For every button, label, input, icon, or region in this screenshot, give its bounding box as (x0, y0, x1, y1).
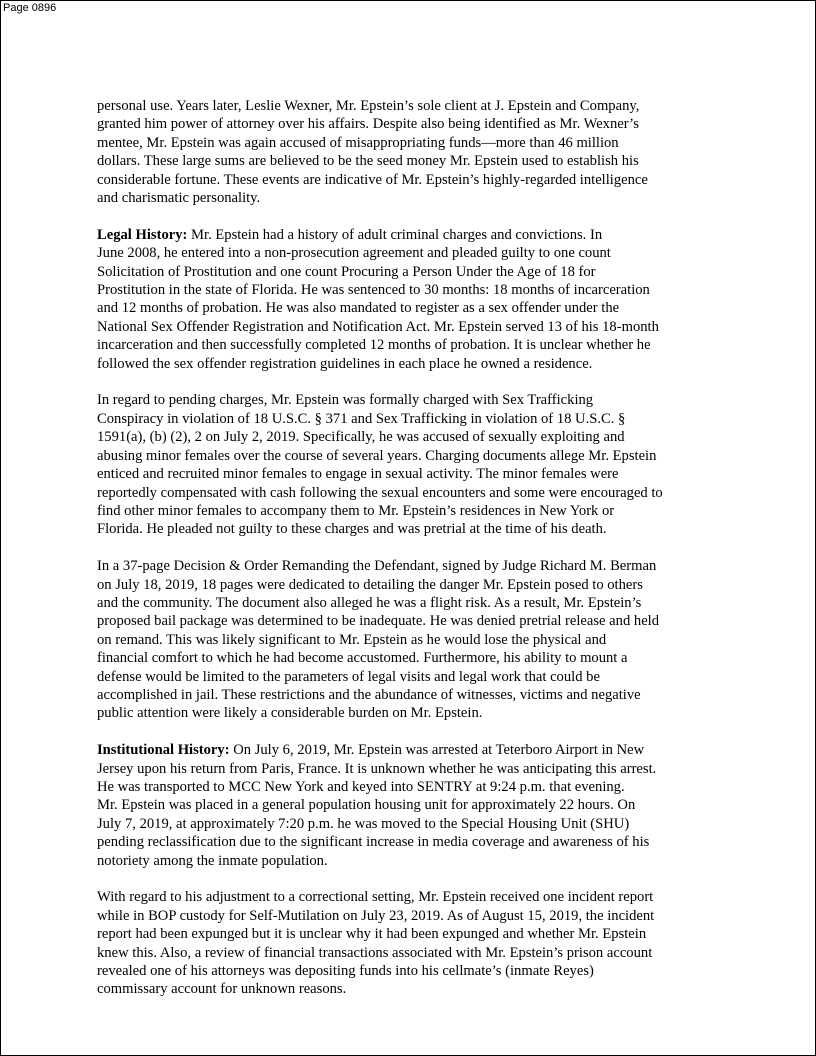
paragraph-pending-charges (97, 391, 725, 538)
section-heading-legal-history: Legal History: (97, 226, 188, 243)
paragraph-adjustment (97, 888, 725, 998)
paragraph-text: In a 37-page Decision & Order Remanding the Defendant, signed by Judge Richard M. Berman on July 18, 2019, 18 pages were dedicated to detailing the danger Mr. Epstein posed to others and the community. The document also alleged he was a flight risk. As a result, Mr. Epstein’s proposed bail package was determined to be inadequate. He was denied pretrial release and held on remand. This was likely significant to Mr. Epstein as he would lose the physical and financial comfort to which he had become accustomed. Furthermore, his ability to mount a defense would be limited to the parameters of legal visits and legal work that could be accomplished in jail. These restrictions and the abundance of witnesses, victims and negative public attention were likely a considerable burden on Mr. Epstein. (97, 558, 660, 722)
paragraph-text: Mr. Epstein had a history of adult criminal charges and convictions. In June 2008, he entered into a non-prosecution agreement and pleaded guilty to one count Solicitation of Prostitution and one count Procuring a Person Under the Age of 18 for Prostitution in the state of Florida. He was sentenced to 30 months: 18 months of incarceration and 12 months of probation. He was also mandated to register as a sex offender under the National Sex Offender Registration and Notification Act. Mr. Epstein served 13 of his 18-month incarceration and then successfully completed 12 months of probation. It is unclear whether he followed the sex offender registration guidelines in each place he owned a residence. (97, 226, 659, 372)
paragraph-institutional-history (97, 741, 725, 870)
page-number-label: Page 0896 (3, 2, 57, 14)
paragraph-text: With regard to his adjustment to a correctional setting, Mr. Epstein received one incident report while in BOP custody for Self-Mutilation on July 23, 2019. As of August 15, 2019, the incident report had been expunged but it is unclear why it had been expunged and whether Mr. Epstein knew this. Also, a review of financial transactions associated with Mr. Epstein’s prison account revealed one of his attorneys was depositing funds into his cellmate’s (inmate Reyes) commissary account for unknown reasons. (97, 889, 655, 998)
section-heading-institutional-history: Institutional History: (97, 742, 230, 759)
paragraph-background (97, 97, 725, 207)
paragraph-text: On July 6, 2019, Mr. Epstein was arrested at Teterboro Airport in New Jersey upon his return from Paris, France. It is unknown whether he was anticipating this arrest. He was transported to MCC New York and keyed into SENTRY at 9:24 p.m. that evening. Mr. Epstein was placed in a general population housing unit for approximately 22 hours. On July 7, 2019, at approximately 7:20 p.m. he was moved to the Special Housing Unit (SHU) pending reclassification due to the significant increase in media coverage and awareness of his notoriety among the inmate population. (97, 742, 657, 869)
paragraph-text: personal use. Years later, Leslie Wexner, Mr. Epstein’s sole client at J. Epstein and Company, granted him power of attorney over his affairs. Despite also being identified as Mr. Wexner’s mentee, Mr. Epstein was again accused of misappropriating funds—more than 46 million dollars. These large sums are believed to be the seed money Mr. Epstein used to establish his considerable fortune. These events are indicative of Mr. Epstein’s highly-regarded intelligence and charismatic personality. (97, 98, 648, 207)
paragraph-legal-history (97, 226, 725, 373)
paragraph-decision-order (97, 557, 725, 723)
paragraph-text: In regard to pending charges, Mr. Epstein was formally charged with Sex Trafficking Conspiracy in violation of 18 U.S.C. § 371 and Sex Trafficking in violation of 18 U.S.C. § 1591(a), (b) (2), 2 on July 2, 2019. Specifically, he was accused of sexually exploiting and abusing minor females over the course of several years. Charging documents allege Mr. Epstein enticed and recruited minor females to engage in sexual activity. The minor females were reportedly compensated with cash following the sexual encounters and some were encouraged to find other minor females to accompany them to Mr. Epstein’s residences in New York or Florida. He pleaded not guilty to these charges and was pretrial at the time of his death. (97, 392, 663, 538)
document-body (97, 97, 725, 999)
